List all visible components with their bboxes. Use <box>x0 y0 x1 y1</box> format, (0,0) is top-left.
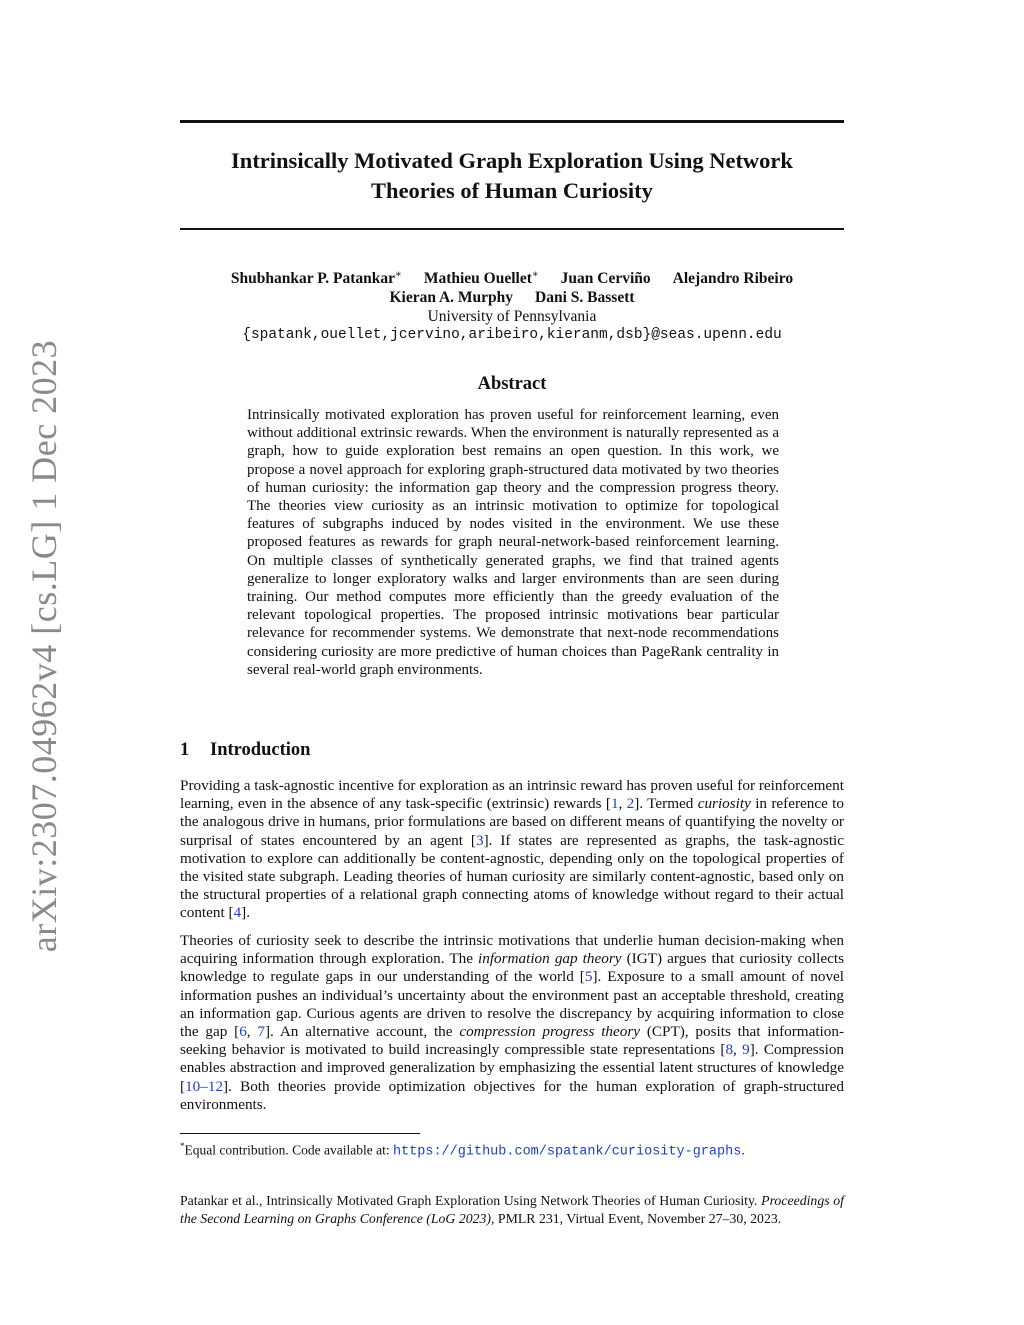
citation-link[interactable]: 10–12 <box>185 1077 224 1095</box>
author-name: Shubhankar P. Patankar <box>230 270 396 288</box>
paper-title-line-1: Intrinsically Motivated Graph Exploration Using Network <box>231 148 793 173</box>
code-url-link[interactable]: https://github.com/spatank/curiosity-graphs <box>392 1144 742 1160</box>
citation-link[interactable]: 6 <box>239 1023 247 1041</box>
paper-title-line-2: Theories of Human Curiosity <box>371 178 653 203</box>
arxiv-stamp <box>14 339 74 953</box>
citation-link[interactable]: 5 <box>584 968 593 986</box>
author-line-2 <box>160 288 864 307</box>
section-heading <box>180 740 844 761</box>
citation-link[interactable]: 9 <box>742 1041 750 1059</box>
equal-contribution-mark: ∗ <box>531 269 539 280</box>
publication-info: Patankar et al., Intrinsically Motivated Graph Exploration Using Network Theories of Human Curiosity. Proceedings of the Second Learning on Graphs Conference (LoG 2023), PMLR 231, Virtual Event, November 27–30, 2023. <box>180 1193 844 1226</box>
abstract-text: Intrinsically motivated exploration has proven useful for reinforcement learning, even without additional extrinsic rewards. When the environment is naturally represented as a graph, how to guide exploration best remains an open question. In this work, we propose a novel approach for exploring graph-structured data motivated by two theories of human curiosity: the information gap theory and the compression progress theory. The theories view curiosity as an intrinsic motivation to optimize for topological features of subgraphs induced by nodes visited in the environment. We use these proposed features as rewards for graph neural-network-based reinforcement learning. On multiple classes of synthetically generated graphs, we find that trained agents generalize to longer exploratory walks and larger environments than are seen during training. Our method computes more efficiently than the greedy evaluation of the relevant topological properties. The proposed intrinsic motivations bear particular relevance for recommender systems. We demonstrate that next-node recommendations considering curiosity are more predictive of human choices than PageRank centrality in several real-world graph environments. <box>247 407 779 678</box>
intro-paragraph-1: Providing a task-agnostic incentive for exploration as an intrinsic reward has proven useful for reinforcement learning, even in the absence of any task-specific (extrinsic) rewards [1, 2]. Termed curiosity in reference to the analogous drive in humans, prior formulations are based on different means of quantifying the novelty or surprisal of states encountered by an agent [3]. If states are represented as graphs, the task-agnostic motivation to explore can additionally be content-agnostic, depending only on the topological properties of the visited state subgraph. Leading theories of human curiosity are similarly content-agnostic, based only on the structural properties of a relational graph connecting atoms of knowledge without regard to their actual content [4]. <box>180 777 844 922</box>
author-name: Kieran A. Murphy <box>389 289 514 307</box>
author-name: Alejandro Ribeiro <box>672 270 794 288</box>
venue-emphasis: Proceedings of the Second Learning on Graphs Conference (LoG 2023) <box>180 1193 844 1226</box>
citation-link[interactable]: 1 <box>610 795 619 813</box>
title-rule-bottom <box>180 228 844 230</box>
intro-paragraph-2: Theories of curiosity seek to describe the intrinsic motivations that underlie human decision-making when acquiring information through exploration. The information gap theory (IGT) argues that curiosity collects knowledge to regulate gaps in our understanding of the world [5]. Exposure to a small amount of novel information pushes an individual’s uncertainty about the environment past an acceptable threshold, creating an information gap. Curious agents are driven to resolve the discrepancy by acquiring information to close the gap [6, 7]. An alternative account, the compression progress theory (CPT), posits that information-seeking behavior is motivated to build increasingly compressible state representations [8, 9]. Compression enables abstraction and improved generalization by emphasizing the essential latent structures of knowledge [10–12]. Both theories provide optimization objectives for the human exploration of graph-structured environments. <box>180 932 845 1113</box>
emphasis: curiosity <box>697 795 751 813</box>
section-number: 1 <box>180 740 190 760</box>
citation-link[interactable]: 2 <box>626 795 635 813</box>
emphasis: information gap theory <box>478 950 622 968</box>
emphasis: compression progress theory <box>459 1023 641 1041</box>
author-line-1 <box>160 265 864 288</box>
author-name: Dani S. Bassett <box>535 289 635 307</box>
abstract-heading: Abstract <box>477 374 547 394</box>
author-name: Mathieu Ouellet <box>423 270 532 288</box>
author-block <box>160 265 864 345</box>
affiliation: University of Pennsylvania <box>427 308 597 326</box>
citation-link[interactable]: 7 <box>257 1023 265 1041</box>
footnote-rule <box>180 1133 420 1134</box>
author-emails[interactable]: {spatank,ouellet,jcervino,aribeiro,kieranm,dsb}@seas.upenn.edu <box>242 327 782 344</box>
author-name: Juan Cerviño <box>560 270 651 288</box>
footnote-mark: * <box>180 1141 185 1151</box>
paper-title <box>180 146 844 206</box>
equal-contribution-mark: ∗ <box>395 269 402 280</box>
arxiv-stamp-text: arXiv:2307.04962v4 [cs.LG] 1 Dec 2023 <box>24 339 64 953</box>
citation-link[interactable]: 8 <box>725 1041 734 1059</box>
citation-link[interactable]: 4 <box>233 904 242 922</box>
footnote: *Equal contribution. Code available at: https://github.com/spatank/curiosity-graphs. <box>180 1141 745 1160</box>
citation-link[interactable]: 3 <box>475 831 484 849</box>
section-title: Introduction <box>210 740 311 760</box>
footnote-text: Equal contribution. Code available at: <box>184 1142 393 1158</box>
title-rule-top <box>180 120 844 123</box>
